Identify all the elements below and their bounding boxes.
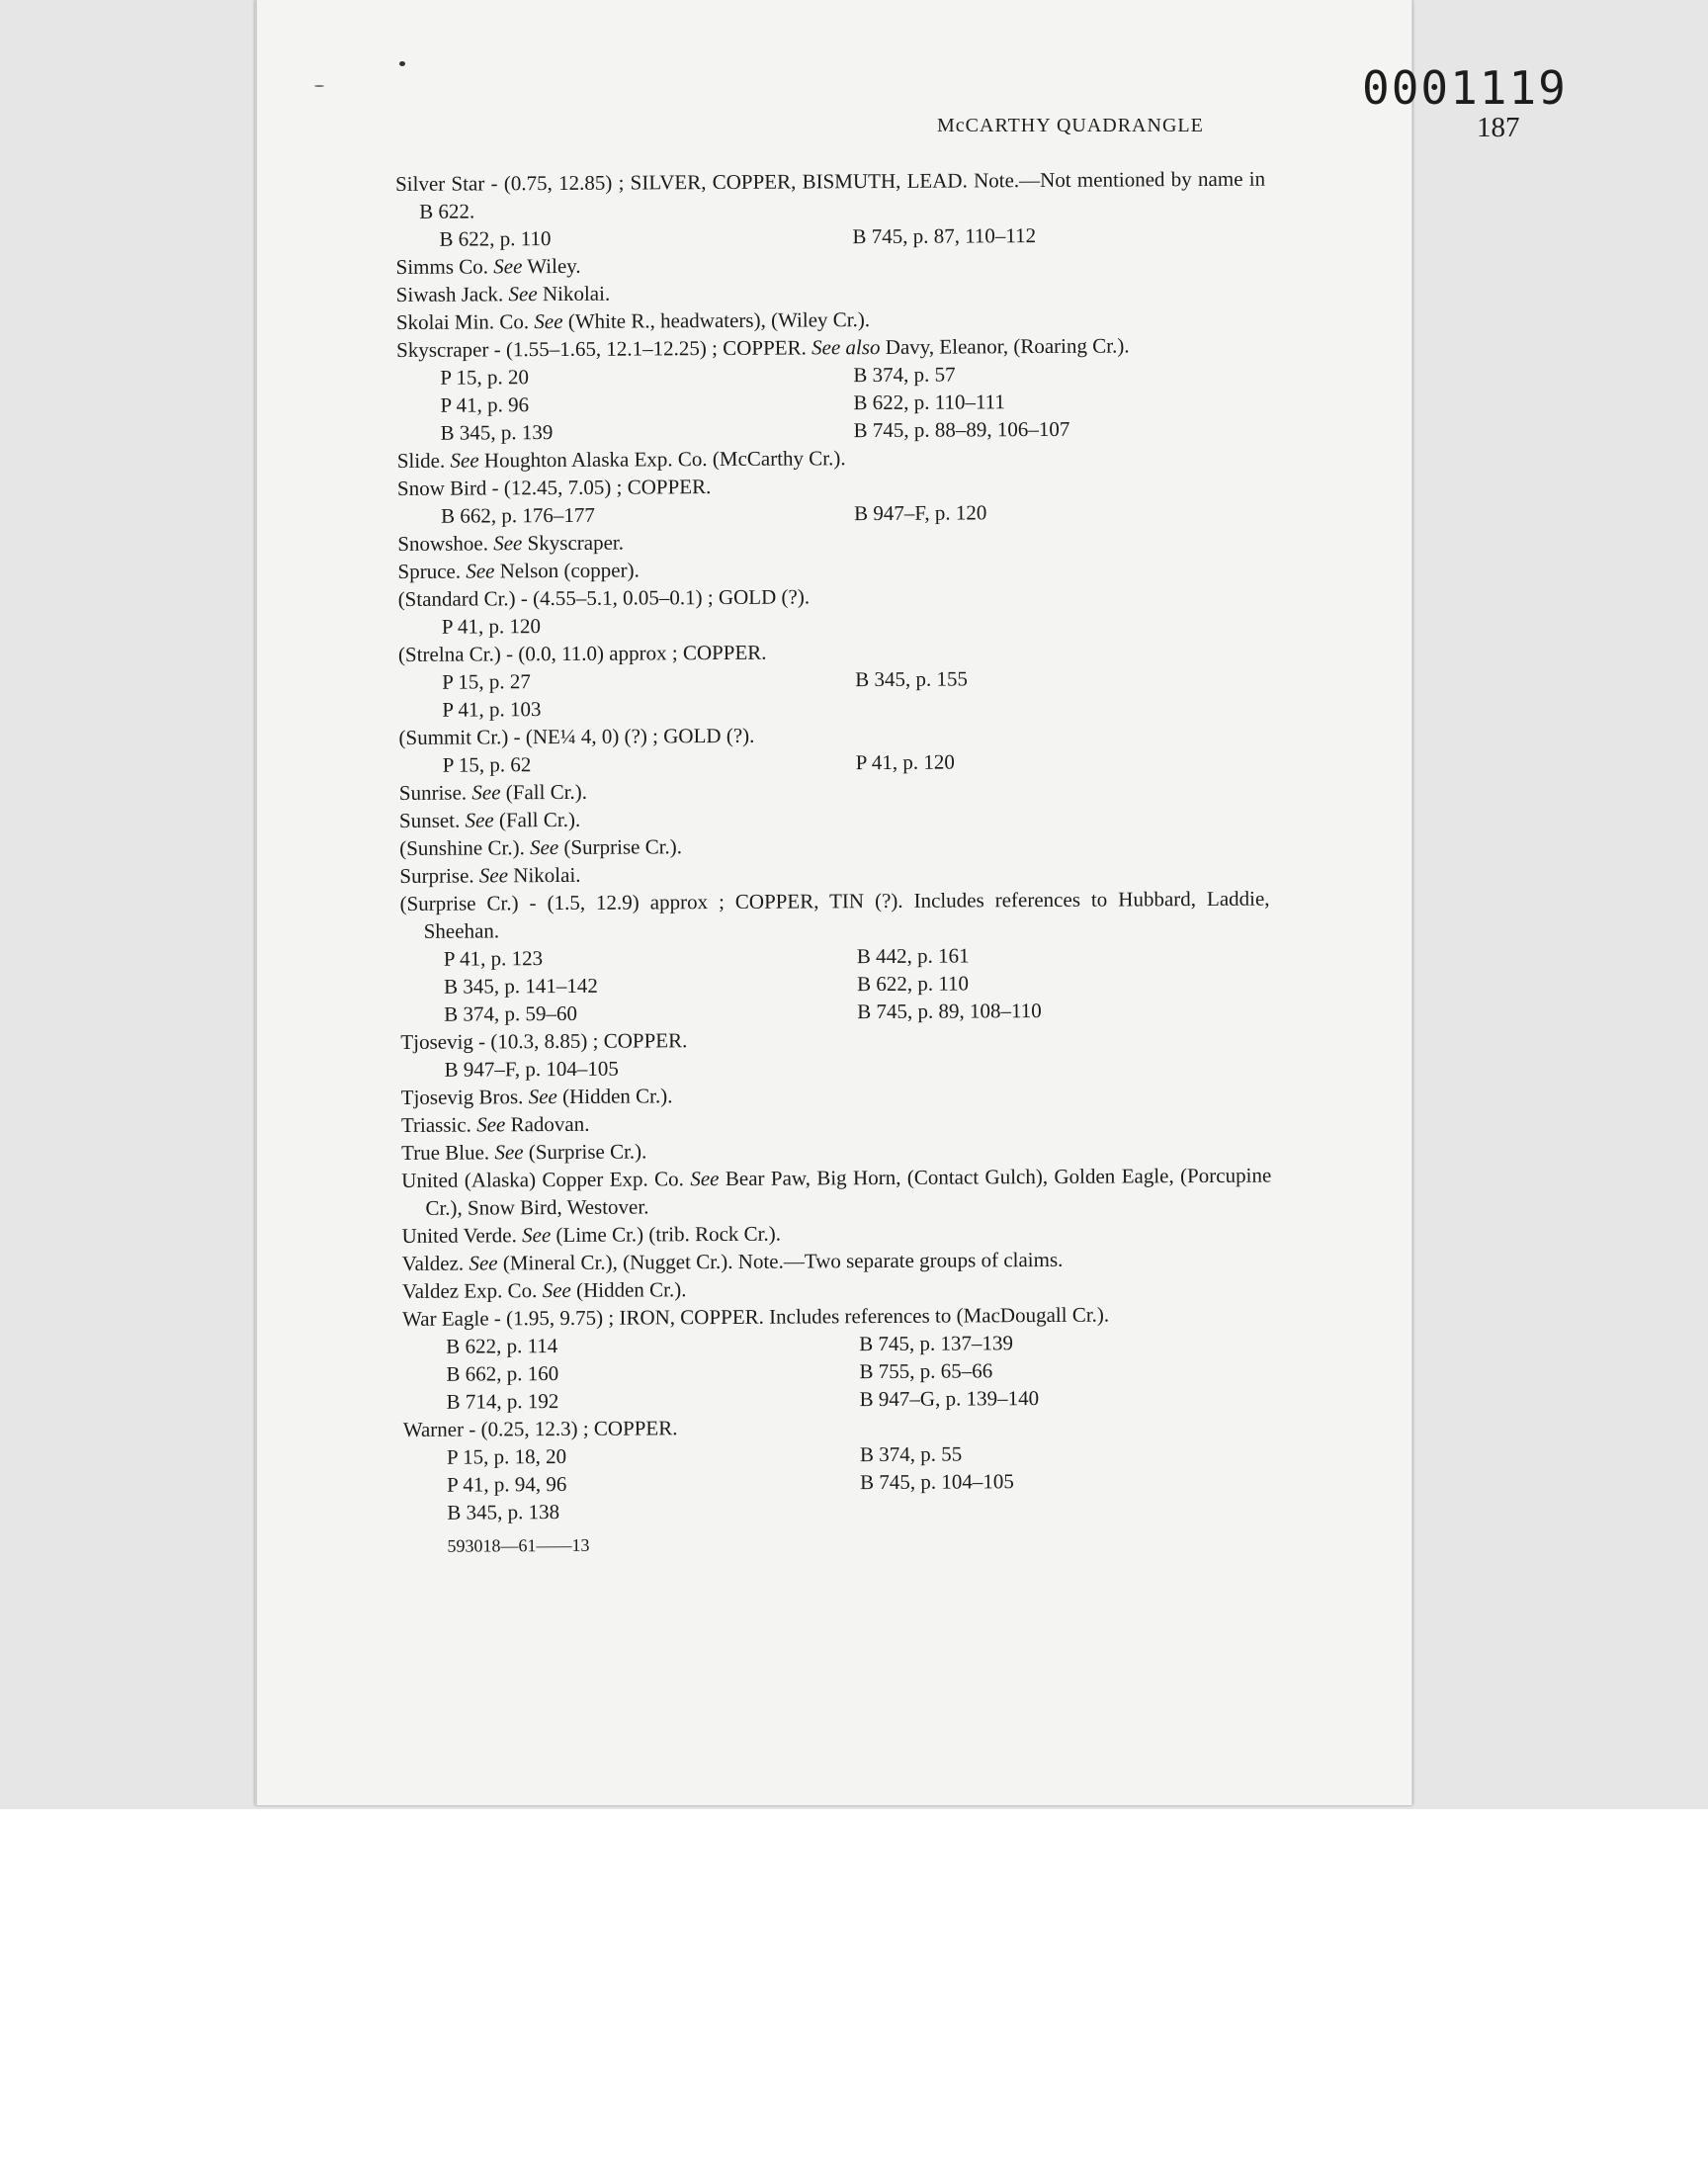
see-label: See <box>465 808 494 832</box>
entry-text: Sunrise. <box>398 780 468 805</box>
scan-speck <box>314 85 324 87</box>
page-number: 187 <box>1477 112 1520 143</box>
see-label: See <box>528 1085 557 1109</box>
reference-column-right <box>860 1438 1274 1524</box>
reference-column-right <box>853 359 1267 445</box>
see-target: Skyscraper. <box>527 530 625 556</box>
reference-citation: P 41, p. 96 <box>440 392 530 417</box>
reference-column-left <box>444 1053 857 1084</box>
reference-citation: B 947–F, p. 104–105 <box>444 1056 619 1082</box>
see-also-label: See also <box>811 335 881 360</box>
reference-citation: B 374, p. 55 <box>859 1441 963 1467</box>
reference-citation: B 622, p. 110 <box>856 971 970 997</box>
see-label: See <box>450 448 479 473</box>
reference-column-left <box>446 1330 860 1416</box>
reference-citation: P 15, p. 62 <box>442 752 532 777</box>
scan-speck <box>399 61 405 66</box>
see-target: (Surprise Cr.). <box>528 1139 647 1165</box>
reference-column-right <box>854 497 1267 528</box>
see-also-target: Davy, Eleanor, (Roaring Cr.). <box>885 333 1130 359</box>
see-label: See <box>522 1223 552 1248</box>
reference-citation: B 745, p. 104–105 <box>860 1469 1014 1495</box>
reference-citation: B 947–F, p. 120 <box>854 500 987 526</box>
see-label: See <box>478 863 509 888</box>
see-label: See <box>508 282 538 306</box>
reference-column-left <box>441 499 854 530</box>
reference-citation: P 15, p. 20 <box>440 365 530 390</box>
reference-citation: B 374, p. 57 <box>853 362 956 388</box>
see-label: See <box>534 308 563 334</box>
entry-text: Valdez Exp. Co. <box>401 1278 538 1303</box>
entry-text: (Strelna Cr.) - (0.0, 11.0) approx ; COPPER. <box>397 640 767 666</box>
entry-text: Simms Co. <box>395 254 489 279</box>
entry-text: United Verde. <box>401 1223 517 1248</box>
see-label: See <box>494 1140 524 1165</box>
see-label: See <box>466 559 495 583</box>
reference-citation: P 41, p. 103 <box>442 697 542 722</box>
reference-list <box>400 1051 1270 1084</box>
see-label: See <box>529 835 559 860</box>
entry-text: Siwash Jack. <box>395 282 504 306</box>
reference-citation: P 41, p. 120 <box>855 749 955 775</box>
see-label: See <box>542 1277 571 1303</box>
reference-column-right <box>856 746 1269 777</box>
reference-citation: B 622, p. 114 <box>446 1334 558 1358</box>
entry-text: Warner - (0.25, 12.3) ; COPPER. <box>402 1416 678 1441</box>
see-target: Nelson (copper). <box>499 558 640 583</box>
reference-citation: B 442, p. 161 <box>856 943 970 969</box>
entry-text: Snowshoe. <box>397 531 488 556</box>
see-target: Wiley. <box>527 253 581 279</box>
entry-text: Tjosevig - (10.3, 8.85) ; COPPER. <box>400 1028 688 1054</box>
see-label: See <box>469 1251 498 1275</box>
see-label: See <box>471 780 501 805</box>
see-label: See <box>493 254 523 279</box>
reference-citation: B 345, p. 155 <box>855 666 968 692</box>
reference-list <box>400 940 1270 1028</box>
reference-list <box>398 663 1268 724</box>
print-code: 593018—61——13 <box>447 1534 590 1556</box>
reference-citation: B 714, p. 192 <box>446 1389 559 1414</box>
see-target: (White R., headwaters), (Wiley Cr.). <box>567 307 871 333</box>
see-target: (Hidden Cr.). <box>561 1084 673 1108</box>
see-target: Bear Paw, Big Horn, (Contact Gulch), Golden Eagle, (Porcupine Cr.), Snow Bird, Westover. <box>425 1163 1272 1220</box>
reference-column-left <box>442 665 855 724</box>
see-target: (Mineral Cr.), (Nugget Cr.). Note.—Two separate groups of claims. <box>502 1247 1064 1275</box>
reference-list <box>403 1438 1273 1526</box>
see-target: (Fall Cr.). <box>498 807 581 832</box>
see-label: See <box>476 1112 506 1137</box>
entry-text: Silver Star - (0.75, 12.85) ; SILVER, COPPER, BISMUTH, LEAD. Note.—Not mentioned by name in B 622. <box>395 166 1266 223</box>
entry-text: Slide. <box>396 448 446 473</box>
reference-citation: B 345, p. 141–142 <box>443 973 598 999</box>
reference-citation: P 41, p. 120 <box>441 614 542 639</box>
reference-column-left <box>439 222 852 253</box>
entry-text: (Sunshine Cr.). <box>399 835 525 860</box>
see-target: (Hidden Cr.). <box>575 1277 687 1302</box>
reference-list <box>396 359 1266 447</box>
reference-citation: B 745, p. 88–89, 106–107 <box>853 416 1070 443</box>
reference-list <box>398 608 1268 641</box>
reference-list <box>397 497 1267 530</box>
reference-list <box>399 746 1269 779</box>
reference-citation: B 745, p. 137–139 <box>859 1331 1014 1356</box>
reference-citation: B 947–G, p. 139–140 <box>859 1386 1040 1412</box>
see-label: See <box>690 1167 720 1191</box>
reference-citation: B 345, p. 139 <box>440 420 554 445</box>
reference-column-right <box>859 1328 1273 1414</box>
index-entry <box>399 885 1269 945</box>
reference-citation: P 41, p. 123 <box>443 946 544 971</box>
see-target: Radovan. <box>510 1111 590 1137</box>
reference-citation: B 662, p. 160 <box>446 1361 559 1386</box>
see-target: (Fall Cr.). <box>505 779 588 805</box>
reference-citation: B 745, p. 89, 108–110 <box>857 999 1042 1024</box>
reference-column-right <box>857 940 1271 1026</box>
reference-column-left <box>440 361 854 447</box>
entry-text: Spruce. <box>397 559 462 583</box>
reference-column-left <box>444 942 858 1028</box>
reference-citation: B 345, p. 138 <box>447 1500 560 1524</box>
entry-text: True Blue. <box>400 1140 490 1165</box>
reference-column-right <box>852 220 1265 251</box>
reference-column-left <box>442 610 855 641</box>
reference-citation: B 662, p. 176–177 <box>441 502 595 528</box>
entry-text: United (Alaska) Copper Exp. Co. <box>401 1167 684 1192</box>
reference-citation: P 41, p. 94, 96 <box>447 1471 567 1497</box>
entry-text: War Eagle - (1.95, 9.75) ; IRON, COPPER. Includes references to (MacDougall Cr.). <box>402 1302 1110 1331</box>
reference-citation: P 15, p. 18, 20 <box>446 1443 567 1469</box>
see-target: Houghton Alaska Exp. Co. (McCarthy Cr.). <box>483 446 846 473</box>
reference-column-right <box>855 663 1268 722</box>
running-head: McCARTHY QUADRANGLE <box>937 115 1204 136</box>
reference-column-left <box>443 748 856 779</box>
reference-list <box>402 1328 1272 1416</box>
see-target: (Lime Cr.) (trib. Rock Cr.). <box>555 1221 782 1248</box>
entry-text: (Standard Cr.) - (4.55–5.1, 0.05–0.1) ; GOLD (?). <box>397 584 811 611</box>
entry-text: Valdez. <box>401 1251 465 1275</box>
entry-text: (Surprise Cr.) - (1.5, 12.9) approx ; COPPER, TIN (?). Includes references to Hubbard, Laddie, Sheehan. <box>399 886 1270 943</box>
reference-citation: P 15, p. 27 <box>442 669 531 694</box>
see-target: Nikolai. <box>513 862 581 888</box>
index-entry <box>395 165 1265 225</box>
reference-column-right <box>857 1051 1270 1082</box>
entry-text: Skyscraper - (1.55–1.65, 12.1–12.25) ; COPPER. <box>396 335 807 362</box>
accession-stamp: 0001119 <box>1362 61 1568 115</box>
reference-column-right <box>855 608 1268 639</box>
reference-citation: B 755, p. 65–66 <box>859 1358 993 1384</box>
entry-text: (Summit Cr.) - (NE¼ 4, 0) (?) ; GOLD (?). <box>398 723 755 749</box>
see-target: (Surprise Cr.). <box>563 834 683 859</box>
reference-citation: B 622, p. 110–111 <box>853 390 1005 415</box>
reference-list <box>395 220 1265 253</box>
index-entry <box>401 1162 1271 1222</box>
entry-text: Snow Bird - (12.45, 7.05) ; COPPER. <box>396 475 712 500</box>
reference-citation: B 745, p. 87, 110–112 <box>852 223 1037 249</box>
entry-text: Triassic. <box>400 1112 471 1137</box>
index-entries <box>395 165 1274 1560</box>
see-label: See <box>493 531 523 556</box>
entry-text: Surprise. <box>399 863 474 888</box>
see-target: Nikolai. <box>542 281 611 306</box>
entry-text: Skolai Min. Co. <box>395 309 530 334</box>
entry-text: Sunset. <box>398 808 461 832</box>
reference-column-left <box>447 1440 861 1526</box>
reference-citation: B 374, p. 59–60 <box>444 1000 578 1026</box>
reference-citation: B 622, p. 110 <box>439 226 552 251</box>
entry-text: Tjosevig Bros. <box>400 1085 524 1109</box>
